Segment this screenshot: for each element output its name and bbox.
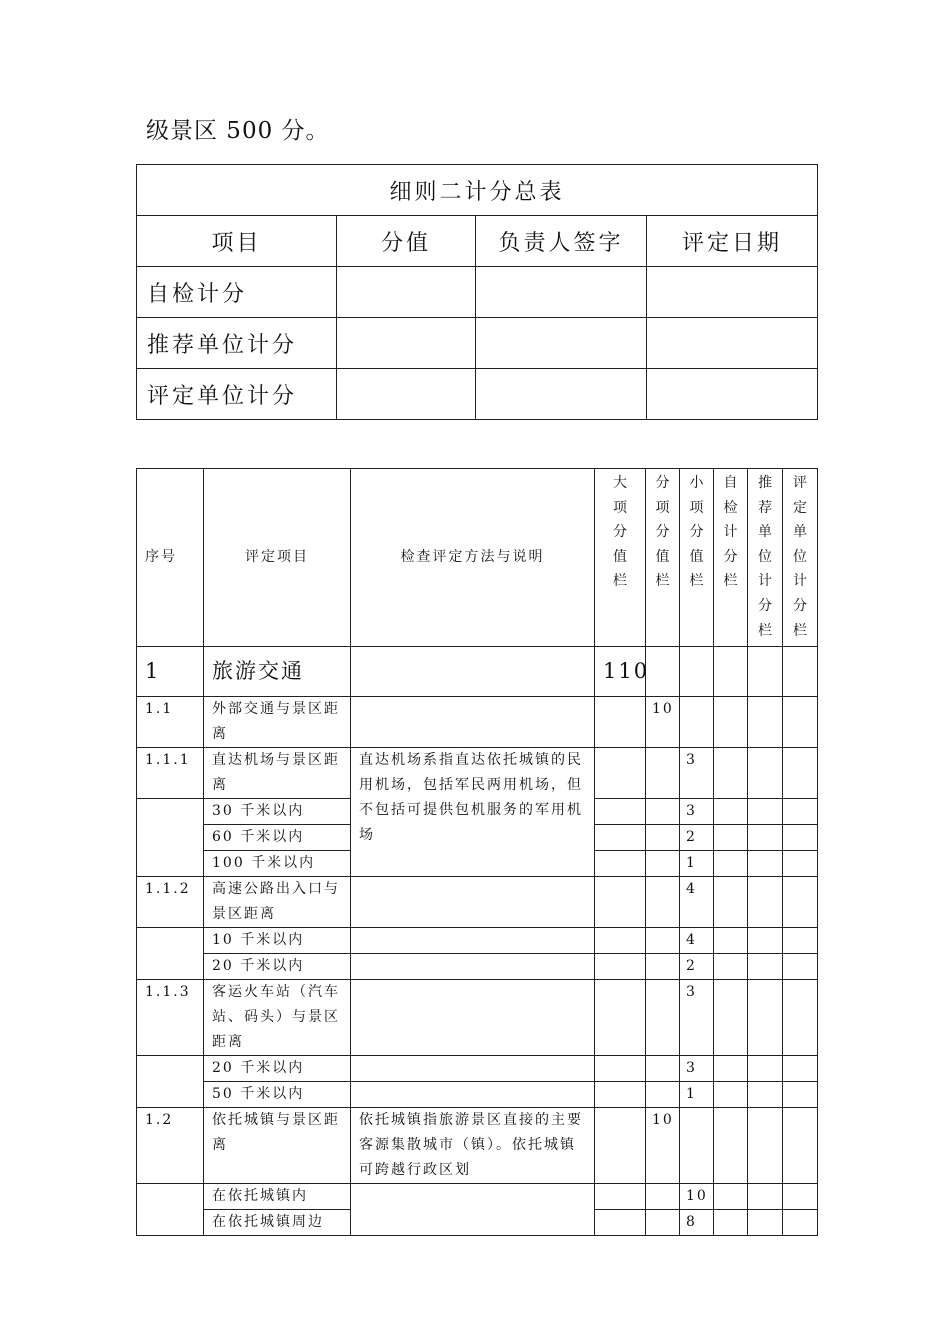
- row-item: 10 千米以内: [204, 928, 351, 954]
- row-method: [351, 697, 595, 748]
- row-no: 1.1.1: [137, 748, 204, 799]
- table-row: [137, 748, 818, 799]
- row-method: 依托城镇指旅游景区直接的主要客源集散城市（镇）。依托城镇可跨越行政区划: [351, 1108, 595, 1184]
- recommend-score-cell[interactable]: [748, 1184, 783, 1210]
- recommend-score-cell[interactable]: [748, 1082, 783, 1108]
- col-header-assess: 评定单位计分栏: [793, 475, 809, 639]
- recommend-score-cell[interactable]: [748, 647, 783, 697]
- row-method: [351, 1184, 595, 1236]
- recommend-score-cell[interactable]: [748, 954, 783, 980]
- table-row: [137, 1184, 818, 1210]
- row-item: 客运火车站（汽车站、码头）与景区距离: [204, 980, 351, 1056]
- self-score-cell[interactable]: [714, 1082, 748, 1108]
- row-sub-score: [646, 1082, 680, 1108]
- score-cell[interactable]: [337, 267, 476, 318]
- assess-score-cell[interactable]: [783, 647, 818, 697]
- row-major-score: [595, 954, 646, 980]
- self-score-cell[interactable]: [714, 825, 748, 851]
- row-item: 20 千米以内: [204, 954, 351, 980]
- lead-text: 级景区 500 分。: [146, 118, 330, 144]
- row-sub-score: [646, 748, 680, 799]
- col-header-major: 大项分值栏: [613, 475, 629, 590]
- row-major-score: [595, 1082, 646, 1108]
- col-header-item: 评定项目: [204, 469, 351, 647]
- table-row: [137, 647, 818, 697]
- col-header-recommend: 推荐单位计分栏: [758, 475, 774, 639]
- row-label-assess: 评定单位计分: [137, 369, 337, 420]
- row-minor-score: 3: [680, 799, 714, 825]
- row-minor-score: 3: [680, 980, 714, 1056]
- row-no: [137, 799, 204, 877]
- row-item: 依托城镇与景区距离: [204, 1108, 351, 1184]
- signature-cell[interactable]: [476, 369, 647, 420]
- table-row: [137, 697, 818, 748]
- row-minor-score: 4: [680, 877, 714, 928]
- row-no: [137, 1184, 204, 1236]
- col-header-minor: 小项分值栏: [689, 475, 706, 590]
- table-row: [137, 980, 818, 1056]
- self-score-cell[interactable]: [714, 954, 748, 980]
- row-no: 1.1: [137, 697, 204, 748]
- row-sub-score: [646, 825, 680, 851]
- date-cell[interactable]: [647, 369, 818, 420]
- row-minor-score: [680, 647, 714, 697]
- row-method: [351, 928, 595, 954]
- row-minor-score: [680, 1108, 714, 1184]
- assess-score-cell[interactable]: [783, 1056, 818, 1082]
- header-signature: 负责人签字: [476, 216, 647, 267]
- self-score-cell[interactable]: [714, 1210, 748, 1236]
- row-method: [351, 954, 595, 980]
- row-minor-score: 1: [680, 1082, 714, 1108]
- row-item: 旅游交通: [204, 647, 351, 697]
- recommend-score-cell[interactable]: [748, 825, 783, 851]
- row-minor-score: 2: [680, 825, 714, 851]
- assess-score-cell[interactable]: [783, 851, 818, 877]
- row-label-recommend: 推荐单位计分: [137, 318, 337, 369]
- assess-score-cell[interactable]: [783, 748, 818, 799]
- row-sub-score: [646, 1184, 680, 1210]
- row-minor-score: 3: [680, 1056, 714, 1082]
- self-score-cell[interactable]: [714, 647, 748, 697]
- assess-score-cell[interactable]: [783, 1210, 818, 1236]
- self-score-cell[interactable]: [714, 851, 748, 877]
- assess-score-cell[interactable]: [783, 825, 818, 851]
- self-score-cell[interactable]: [714, 697, 748, 748]
- row-method: [351, 647, 595, 697]
- table-row: [137, 1056, 818, 1082]
- row-major-score: [595, 851, 646, 877]
- row-method: [351, 1056, 595, 1082]
- assess-score-cell[interactable]: [783, 877, 818, 928]
- recommend-score-cell[interactable]: [748, 697, 783, 748]
- row-major-score: [595, 980, 646, 1056]
- row-item: 直达机场与景区距离: [204, 748, 351, 799]
- table-row: [137, 928, 818, 954]
- score-cell[interactable]: [337, 369, 476, 420]
- recommend-score-cell[interactable]: [748, 851, 783, 877]
- row-sub-score: [646, 928, 680, 954]
- score-summary-table: [136, 164, 818, 420]
- date-cell[interactable]: [647, 267, 818, 318]
- row-no: 1: [137, 647, 204, 697]
- row-major-score: [595, 748, 646, 799]
- row-item: 20 千米以内: [204, 1056, 351, 1082]
- row-sub-score: [646, 954, 680, 980]
- row-no: 1.2: [137, 1108, 204, 1184]
- recommend-score-cell[interactable]: [748, 928, 783, 954]
- row-sub-score: [646, 851, 680, 877]
- row-no: 1.1.3: [137, 980, 204, 1056]
- row-major-score: [595, 928, 646, 954]
- row-label-self: 自检计分: [137, 267, 337, 318]
- recommend-score-cell[interactable]: [748, 1210, 783, 1236]
- row-sub-score: [646, 647, 680, 697]
- self-score-cell[interactable]: [714, 1108, 748, 1184]
- row-item: 30 千米以内: [204, 799, 351, 825]
- row-major-score: [595, 1210, 646, 1236]
- row-minor-score: 8: [680, 1210, 714, 1236]
- row-major-score: [595, 825, 646, 851]
- assessment-detail-table: [136, 468, 818, 1236]
- row-major-score: 110: [595, 647, 646, 697]
- table-row: [137, 954, 818, 980]
- assess-score-cell[interactable]: [783, 1108, 818, 1184]
- recommend-score-cell[interactable]: [748, 799, 783, 825]
- row-minor-score: 10: [680, 1184, 714, 1210]
- row-no: [137, 928, 204, 980]
- row-minor-score: 2: [680, 954, 714, 980]
- assess-score-cell[interactable]: [783, 928, 818, 954]
- row-minor-score: [680, 697, 714, 748]
- assess-score-cell[interactable]: [783, 980, 818, 1056]
- row-no: [137, 1056, 204, 1108]
- row-sub-score: [646, 877, 680, 928]
- row-sub-score: 10: [646, 1108, 680, 1184]
- row-major-score: [595, 799, 646, 825]
- col-header-sub: 分项分值栏: [655, 475, 672, 590]
- date-cell[interactable]: [647, 318, 818, 369]
- assess-score-cell[interactable]: [783, 1184, 818, 1210]
- signature-cell[interactable]: [476, 267, 647, 318]
- table-row: [137, 877, 818, 928]
- col-header-method: 检查评定方法与说明: [351, 469, 595, 647]
- assess-score-cell[interactable]: [783, 697, 818, 748]
- assess-score-cell[interactable]: [783, 954, 818, 980]
- row-item: 60 千米以内: [204, 825, 351, 851]
- row-major-score: [595, 1108, 646, 1184]
- row-item: 100 千米以内: [204, 851, 351, 877]
- self-score-cell[interactable]: [714, 928, 748, 954]
- self-score-cell[interactable]: [714, 799, 748, 825]
- row-item: 在依托城镇周边: [204, 1210, 351, 1236]
- self-score-cell[interactable]: [714, 877, 748, 928]
- self-score-cell[interactable]: [714, 748, 748, 799]
- header-date: 评定日期: [647, 216, 818, 267]
- row-minor-score: 4: [680, 928, 714, 954]
- row-item: 高速公路出入口与景区距离: [204, 877, 351, 928]
- self-score-cell[interactable]: [714, 1056, 748, 1082]
- table-row: [137, 1082, 818, 1108]
- row-major-score: [595, 697, 646, 748]
- row-sub-score: [646, 1210, 680, 1236]
- header-item: 项目: [137, 216, 337, 267]
- row-sub-score: 10: [646, 697, 680, 748]
- row-major-score: [595, 1056, 646, 1082]
- row-major-score: [595, 877, 646, 928]
- row-method: 直达机场系指直达依托城镇的民用机场，包括军民两用机场，但不包括可提供包机服务的军用机场: [351, 748, 595, 877]
- recommend-score-cell[interactable]: [748, 980, 783, 1056]
- col-header-self: 自检计分栏: [723, 475, 740, 590]
- row-sub-score: [646, 799, 680, 825]
- row-sub-score: [646, 1056, 680, 1082]
- summary-caption: 细则二计分总表: [137, 165, 818, 216]
- col-header-no: 序号: [137, 469, 204, 647]
- row-minor-score: 1: [680, 851, 714, 877]
- recommend-score-cell[interactable]: [748, 877, 783, 928]
- score-cell[interactable]: [337, 318, 476, 369]
- row-minor-score: 3: [680, 748, 714, 799]
- row-method: [351, 1082, 595, 1108]
- row-item: 外部交通与景区距离: [204, 697, 351, 748]
- recommend-score-cell[interactable]: [748, 748, 783, 799]
- assess-score-cell[interactable]: [783, 1082, 818, 1108]
- header-score: 分值: [337, 216, 476, 267]
- recommend-score-cell[interactable]: [748, 1056, 783, 1082]
- signature-cell[interactable]: [476, 318, 647, 369]
- row-item: 50 千米以内: [204, 1082, 351, 1108]
- row-major-score: [595, 1184, 646, 1210]
- row-method: [351, 980, 595, 1056]
- table-row: [137, 1108, 818, 1184]
- row-item: 在依托城镇内: [204, 1184, 351, 1210]
- row-no: 1.1.2: [137, 877, 204, 928]
- recommend-score-cell[interactable]: [748, 1108, 783, 1184]
- row-method: [351, 877, 595, 928]
- row-sub-score: [646, 980, 680, 1056]
- self-score-cell[interactable]: [714, 980, 748, 1056]
- self-score-cell[interactable]: [714, 1184, 748, 1210]
- assess-score-cell[interactable]: [783, 799, 818, 825]
